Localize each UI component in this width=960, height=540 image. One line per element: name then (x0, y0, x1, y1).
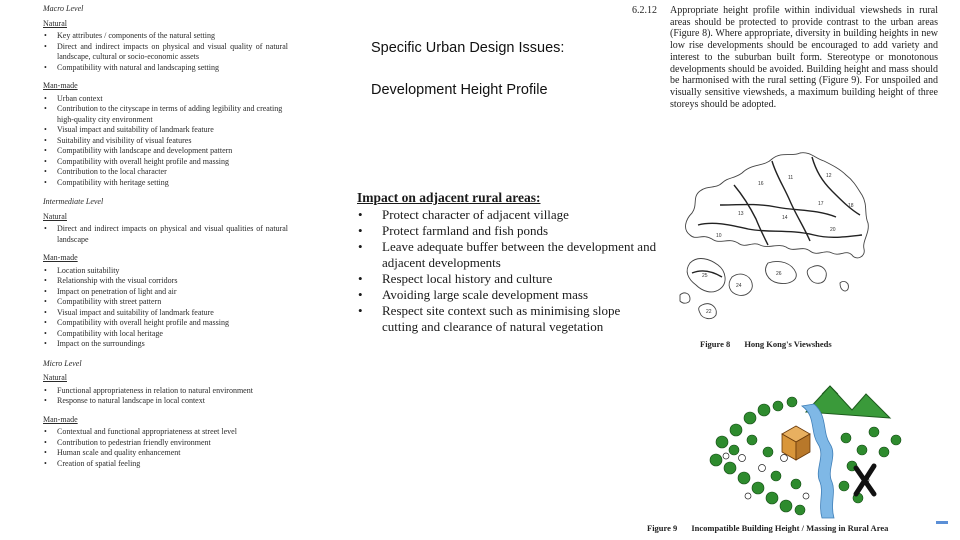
viewshed-number: 16 (758, 181, 764, 187)
list-item: • Relationship with the visual corridors (43, 276, 288, 287)
house (723, 453, 729, 459)
tree (795, 505, 805, 515)
tree (787, 397, 797, 407)
tree (758, 404, 770, 416)
list-item: • Suitability and visibility of visual features (43, 136, 288, 147)
list-item: • Direct and indirect impacts on physical and visual qualities of natural landscape (43, 224, 288, 245)
tree (869, 427, 879, 437)
tree (710, 454, 722, 466)
tree (738, 472, 750, 484)
tree (766, 492, 778, 504)
viewshed-number: 12 (826, 173, 832, 179)
macro-level-heading: Macro Level (43, 4, 84, 13)
viewshed-number: 14 (782, 215, 788, 221)
list-item: • Protect character of adjacent village (357, 207, 657, 223)
tree (857, 445, 867, 455)
macro-manmade-heading: Man-made (43, 81, 78, 90)
tree (747, 435, 757, 445)
list-item: • Compatibility with street pattern (43, 297, 288, 308)
list-item: • Functional appropriateness in relation to natural environment (43, 386, 288, 397)
micro-natural-list (43, 386, 288, 407)
hong-kong-viewsheds-map (672, 145, 872, 335)
list-item: • Leave adequate buffer between the development and adjacent developments (357, 239, 657, 271)
tree (724, 462, 736, 474)
figure-8-label: Figure 8 (700, 339, 731, 349)
tree (730, 424, 742, 436)
list-item: • Compatibility with natural and landscaping setting (43, 63, 288, 74)
rural-impact-heading: Impact on adjacent rural areas: (357, 190, 541, 205)
cross-mark-icon (856, 466, 874, 494)
tree (771, 471, 781, 481)
map-island (840, 281, 848, 291)
micro-manmade-heading: Man-made (43, 414, 78, 424)
intermediate-natural-list (43, 224, 288, 245)
viewshed-boundary (698, 223, 862, 237)
tree (752, 482, 764, 494)
viewshed-number: 17 (818, 201, 824, 207)
list-item: • Compatibility with heritage setting (43, 178, 288, 189)
list-item: • Impact on the surroundings (43, 339, 288, 350)
macro-manmade-list (43, 94, 288, 189)
figure-9-title: Incompatible Building Height / Massing in Rural Area (691, 523, 889, 533)
list-item: • Respect local history and culture (357, 271, 657, 287)
rural-impact-list (357, 207, 657, 335)
viewshed-number: 22 (706, 309, 712, 315)
list-item: • Visual impact and suitability of landmark feature (43, 125, 288, 136)
house (803, 493, 809, 499)
figure-8-caption (700, 339, 832, 349)
tree (841, 433, 851, 443)
tree (763, 447, 773, 457)
slide-title: Specific Urban Design Issues: (371, 40, 565, 56)
list-item: • Urban context (43, 94, 288, 105)
tree (839, 481, 849, 491)
micro-level-heading: Micro Level (43, 358, 82, 368)
intermediate-manmade-list (43, 266, 288, 350)
viewshed-number: 24 (736, 283, 742, 289)
house (759, 465, 766, 472)
intermediate-level-heading: Intermediate Level (43, 197, 104, 206)
viewshed-number: 13 (738, 211, 744, 217)
list-item: • Human scale and quality enhancement (43, 448, 288, 459)
list-item: • Impact on penetration of light and air (43, 287, 288, 298)
tree (791, 479, 801, 489)
intermediate-manmade-heading: Man-made (43, 253, 78, 262)
list-item: • Compatibility with landscape and development pattern (43, 146, 288, 157)
viewshed-boundary (772, 161, 810, 241)
rural-impact-block (357, 190, 657, 335)
list-item: • Response to natural landscape in local context (43, 396, 288, 407)
map-island (807, 266, 826, 284)
viewshed-number: 20 (830, 227, 836, 233)
figure-9-label: Figure 9 (647, 523, 678, 533)
viewshed-number: 11 (788, 175, 794, 181)
list-item: • Contribution to the cityscape in terms of adding legibility and creating high-quality city environment (43, 104, 288, 125)
assessment-criteria-column (43, 4, 288, 469)
slide-subtitle: Development Height Profile (371, 82, 548, 98)
figure-9-caption (647, 523, 888, 533)
list-item: • Visual impact and suitability of landmark feature (43, 308, 288, 319)
house (781, 455, 788, 462)
macro-natural-list (43, 31, 288, 73)
viewshed-number: 25 (702, 273, 708, 279)
micro-natural-heading: Natural (43, 373, 67, 382)
list-item: • Respect site context such as minimising slope cutting and clearance of natural vegetation (357, 303, 657, 335)
tree (716, 436, 728, 448)
policy-text: Appropriate height profile within individual viewsheds in rural areas should be protected to provide contrast to the urban areas (Figure 8). Where appropriate, diversity in building heights in new low rise developments should be encouraged to add variety and interest to the suburban built form. Stereotype or monotonous developments should be avoided. Building height and mass should be harmonised with the rural setting (Figure 9). For unspoiled and visually sensitive viewsheds, a maximum building height of three storeys should be adopted. (670, 5, 938, 110)
list-item: • Compatibility with overall height profile and massing (43, 157, 288, 168)
policy-number: 6.2.12 (632, 5, 657, 16)
macro-natural-heading: Natural (43, 18, 67, 28)
figure-8-title: Hong Kong's Viewsheds (744, 339, 832, 349)
tree (773, 401, 783, 411)
map-island (680, 293, 690, 303)
viewshed-number: 26 (776, 271, 782, 277)
tree (744, 412, 756, 424)
list-item: • Key attributes / components of the natural setting (43, 31, 288, 42)
list-item: • Protect farmland and fish ponds (357, 223, 657, 239)
micro-manmade-list (43, 427, 288, 469)
tree (729, 445, 739, 455)
viewshed-number: 10 (716, 233, 722, 239)
list-item: • Creation of spatial feeling (43, 459, 288, 470)
list-item: • Compatibility with local heritage (43, 329, 288, 340)
tree (891, 435, 901, 445)
list-item: • Location suitability (43, 266, 288, 277)
house (745, 493, 751, 499)
intermediate-natural-heading: Natural (43, 211, 67, 221)
list-item: • Contribution to pedestrian friendly environment (43, 438, 288, 449)
list-item: • Avoiding large scale development mass (357, 287, 657, 303)
corner-logo-icon (936, 519, 948, 526)
list-item: • Compatibility with overall height profile and massing (43, 318, 288, 329)
viewshed-number: 18 (848, 203, 854, 209)
list-item: • Direct and indirect impacts on physical and visual quality of natural landscape, cultural or socio-economic assets (43, 42, 288, 63)
house (739, 455, 746, 462)
river (802, 404, 834, 518)
rural-massing-illustration (706, 380, 936, 520)
tree (780, 500, 792, 512)
map-coastline (686, 153, 869, 258)
tree (879, 447, 889, 457)
list-item: • Contribution to the local character (43, 167, 288, 178)
list-item: • Contextual and functional appropriateness at street level (43, 427, 288, 438)
